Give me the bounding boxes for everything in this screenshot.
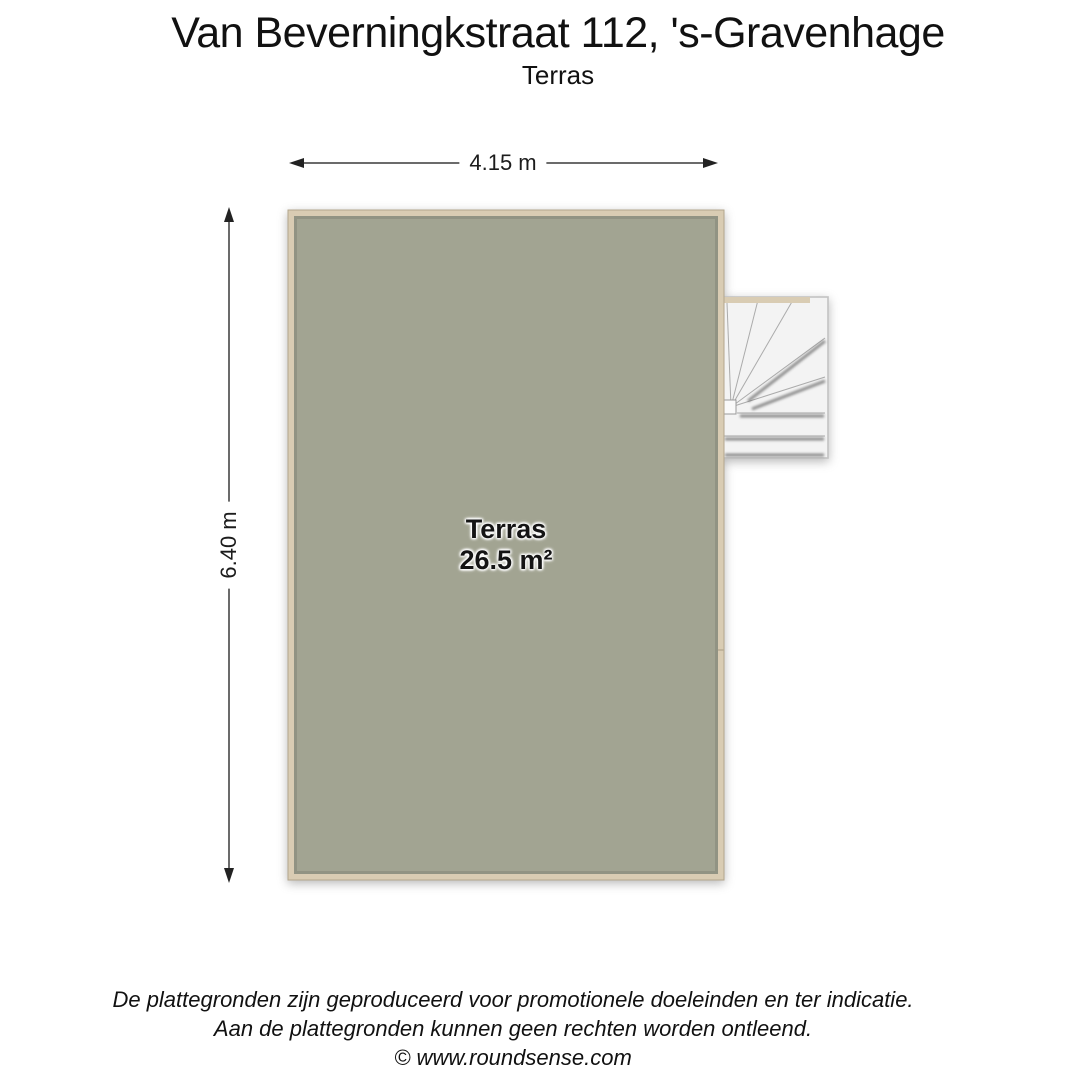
width-dimension-label: 4.15 m [459,150,546,176]
room-name: Terras [465,514,547,544]
disclaimer-line: Aan de plattegronden kunnen geen rechten worden ontleend. [213,1016,813,1041]
height-dimension-label: 6.40 m [216,501,242,588]
disclaimer-line: De plattegronden zijn geproduceerd voor promotionele doeleinden en ter indicatie. [112,987,914,1012]
plan-body [288,210,828,880]
arrow-right-icon [703,158,718,168]
disclaimer [0,985,1026,1072]
page-subtitle: Terras [521,60,595,90]
arrow-left-icon [289,158,304,168]
stair-outline [722,297,828,458]
arrow-down-icon [224,868,234,883]
room-area: 26.5 m² [459,545,553,575]
stair-top-wall [722,297,810,303]
page-title: Van Beverningkstraat 112, 's-Gravenhage [171,9,945,57]
copyright-line: © www.roundsense.com [394,1045,632,1070]
room-label [459,514,552,576]
staircase [722,297,828,458]
arrow-up-icon [224,207,234,222]
